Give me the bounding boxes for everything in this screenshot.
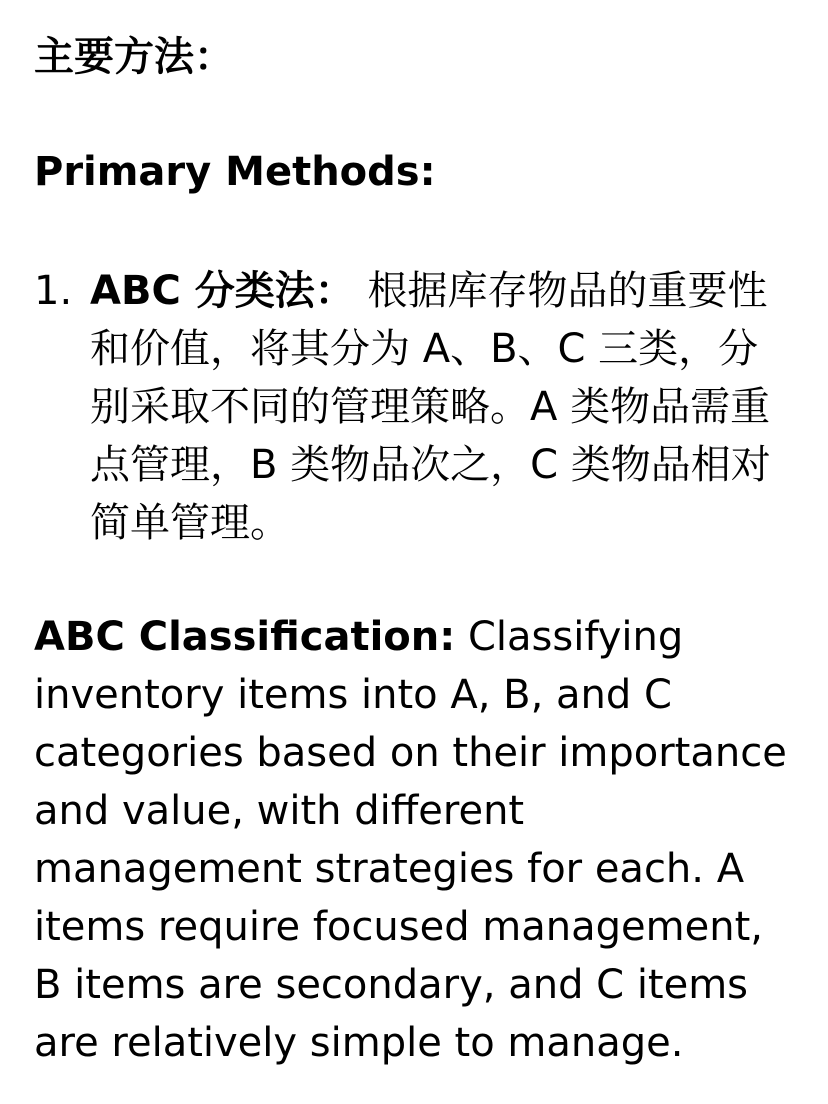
list-item-text: 根据库存物品的重要性和价值，将其分为 A、B、C 三类，分别采取不同的管理策略。A 类物品需重点管理，B 类物品次之，C 类物品相对简单管理。 <box>90 268 771 546</box>
list-marker: 1. <box>34 268 73 314</box>
paragraph-term: ABC Classification: <box>34 614 456 660</box>
heading-english: Primary Methods: <box>34 149 436 195</box>
list-item-title: ABC 分类法： <box>90 268 355 314</box>
paragraph-text: Classifying inventory items into A, B, and C categories based on their importance and value, with different management strategies for each. A items require focused management, B items are secondary, and C items are relatively simple to manage. <box>34 614 787 1066</box>
paragraph-english <box>34 608 794 1072</box>
list-item-abc <box>34 262 794 552</box>
heading-chinese: 主要方法： <box>34 34 234 80</box>
methods-list <box>34 262 794 552</box>
